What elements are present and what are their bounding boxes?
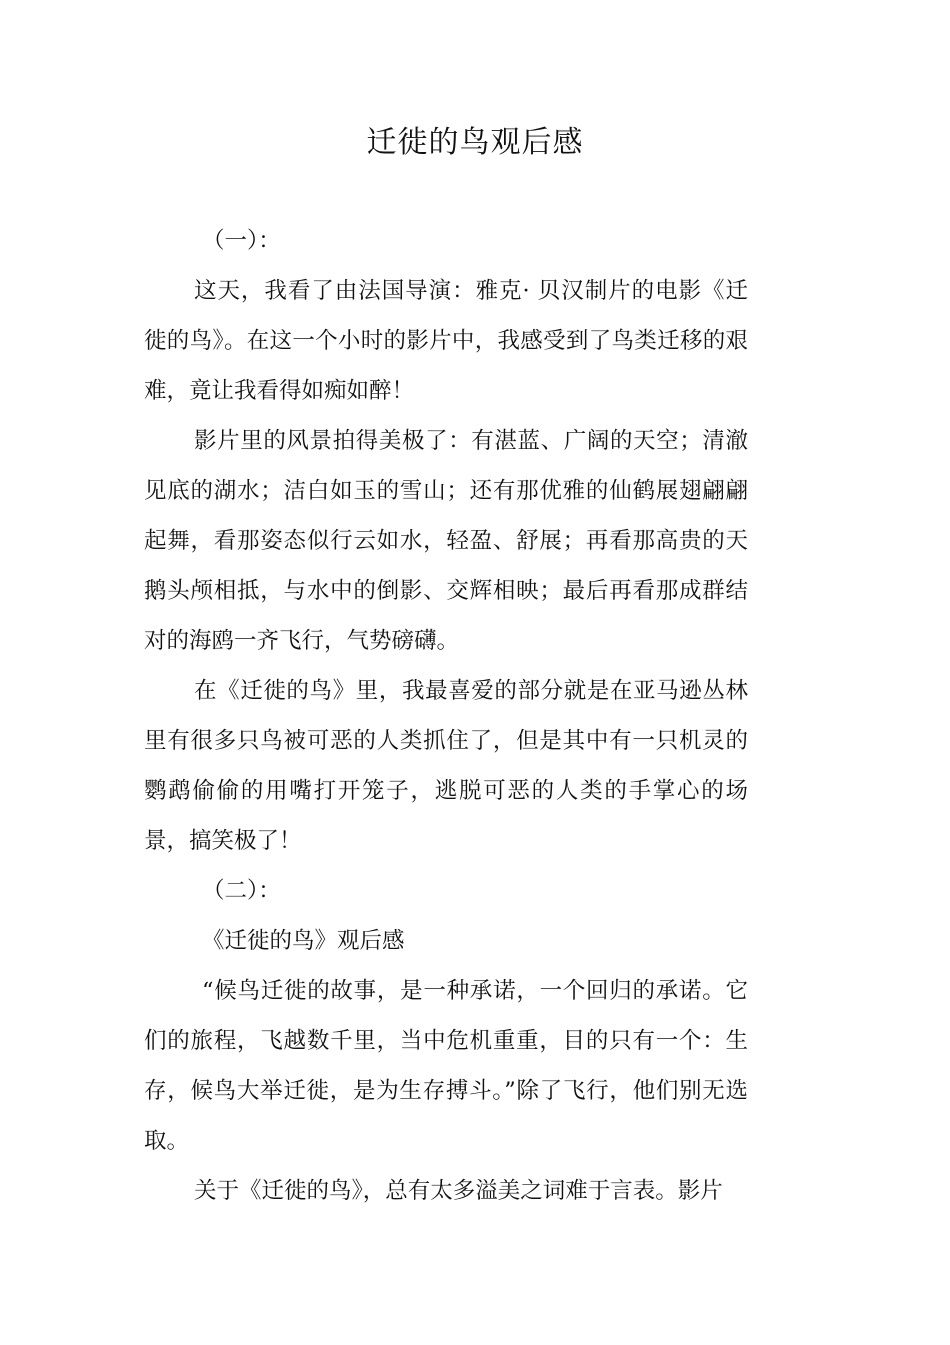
paragraph-2: 影片里的风景拍得美极了：有湛蓝、广阔的天空；清澈见底的湖水；洁白如玉的雪山；还有那优雅的仙鹤展翅翩翩起舞，看那姿态似行云如水，轻盈、舒展；再看那高贵的天鹅头颅相抵，与水中的倒影、交辉相映；最后再看那成群结对的海鸥一齐飞行，气势磅礴。 <box>144 428 748 654</box>
paragraph-5: 关于《迁徙的鸟》，总有太多溢美之词难于言表。影片 <box>194 1178 723 1204</box>
section-heading-2: （二）： <box>202 878 281 904</box>
document-title: 迁徙的鸟观后感 <box>366 125 584 160</box>
paragraph-3: 在《迁徙的鸟》里，我最喜爱的部分就是在亚马逊丛林里有很多只鸟被可恶的人类抓住了，但是其中有一只机灵的鹦鹉偷偷的用嘴打开笼子，逃脱可恶的人类的手掌心的场景，搞笑极了！ <box>144 678 748 854</box>
paragraph-1: 这天，我看了由法国导演：雅克· 贝汉制片的电影《迁徙的鸟》。在这一个小时的影片中，我感受到了鸟类迁移的艰难，竟让我看得如痴如醉！ <box>144 278 748 404</box>
paragraph-4: “候鸟迁徙的故事，是一种承诺，一个回归的承诺。它们的旅程，飞越数千里，当中危机重重，目的只有一个：生存，候鸟大举迁徙，是为生存搏斗。”除了飞行，他们别无选取。 <box>144 978 748 1154</box>
sub-title: 《迁徙的鸟》观后感 <box>202 928 405 954</box>
document-body <box>144 216 748 1216</box>
section-heading-1: （一）： <box>202 228 281 254</box>
